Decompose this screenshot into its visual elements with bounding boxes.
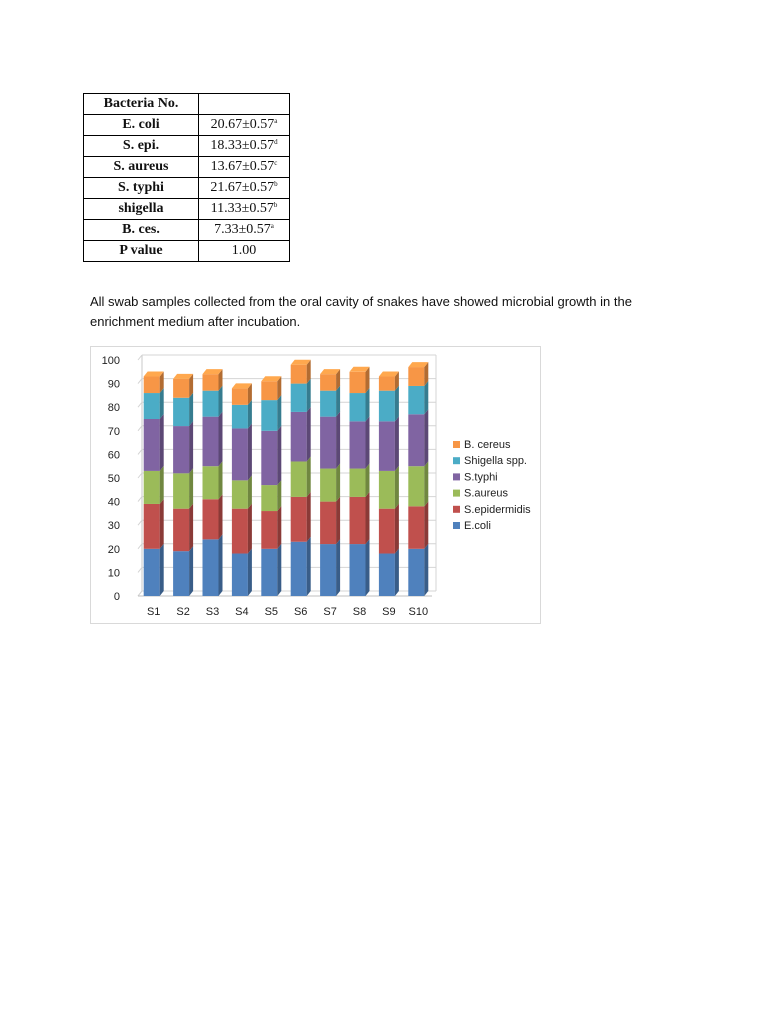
legend-label: Shigella spp. (464, 455, 527, 468)
bar-segment-side (277, 395, 281, 431)
bar-segment (261, 549, 277, 596)
legend-swatch (453, 473, 460, 480)
bar-segment-side (277, 426, 281, 485)
x-tick-label: S9 (382, 606, 396, 618)
significance-letter: a (274, 117, 278, 125)
value-cell (199, 199, 290, 220)
bar-segment (350, 393, 366, 421)
bar-segment-side (219, 386, 223, 417)
x-tick-label: S2 (176, 606, 190, 618)
bar-segment-side (366, 492, 370, 544)
gridline-side (138, 497, 142, 502)
bar-segment (379, 377, 395, 391)
gridline-side (138, 402, 142, 407)
legend-swatch (453, 457, 460, 464)
bar-segment-side (160, 388, 164, 419)
y-tick-label: 100 (101, 355, 120, 367)
value-text: 1.00 (231, 243, 257, 258)
bar-segment (320, 544, 336, 596)
bar-segment-side (248, 423, 252, 480)
legend-label: E.coli (464, 520, 491, 532)
bar-segment-side (248, 504, 252, 554)
bar-segment-side (219, 412, 223, 467)
bar-segment (408, 506, 424, 548)
bar-segment (203, 466, 219, 499)
bar-segment (232, 388, 248, 405)
bar-segment (350, 372, 366, 393)
bar-segment-side (277, 480, 281, 511)
y-tick-label: 30 (107, 520, 120, 533)
gridline-side (138, 473, 142, 478)
bar-segment (261, 485, 277, 511)
chart-svg (91, 347, 540, 623)
bar-segment (291, 542, 307, 596)
x-tick-label: S4 (235, 606, 249, 618)
bar-segment (320, 502, 336, 544)
value-cell (199, 220, 290, 241)
bar-segment (203, 499, 219, 539)
bar-segment-side (366, 539, 370, 596)
bar-segment (320, 417, 336, 469)
body-paragraph: All swab samples collected from the oral cavity of snakes have showed microbial growth in the enrichment medium after incubation. (90, 294, 632, 329)
bar-segment-side (424, 381, 428, 414)
bar-segment (379, 471, 395, 509)
bar-segment (232, 554, 248, 596)
gridline-side (138, 591, 142, 596)
bar-segment (173, 509, 189, 551)
bar-segment-side (424, 544, 428, 596)
table-row (84, 199, 290, 220)
legend-swatch (453, 441, 460, 448)
bar-segment-side (189, 393, 193, 426)
bar-segment-side (219, 461, 223, 499)
bar-segment (350, 469, 366, 497)
bar-segment-side (277, 544, 281, 596)
bar-segment (232, 428, 248, 480)
legend-label: S.epidermidis (464, 503, 531, 516)
bar-segment-side (307, 492, 311, 542)
bar-segment-side (395, 386, 399, 422)
bar-segment (379, 509, 395, 554)
y-tick-label: 50 (107, 473, 120, 485)
bar-segment-side (248, 549, 252, 596)
bar-segment-side (189, 468, 193, 508)
bar-segment (261, 511, 277, 549)
bar-segment (408, 466, 424, 506)
x-tick-label: S6 (293, 606, 308, 618)
table-row (84, 220, 290, 241)
bar-segment-side (307, 379, 311, 412)
bar-segment (320, 374, 336, 391)
bar-segment-side (336, 497, 340, 544)
significance-letter: b (274, 180, 278, 188)
legend-swatch (453, 506, 460, 513)
bar-segment-side (248, 400, 252, 429)
bar-segment (203, 391, 219, 417)
bar-segment-side (160, 466, 164, 504)
bar-segment (379, 421, 395, 471)
bacteria-name-cell: shigella (84, 199, 199, 220)
bar-segment (203, 374, 219, 391)
significance-letter: c (274, 159, 278, 167)
table-row (84, 241, 290, 262)
y-tick-label: 60 (107, 449, 120, 462)
legend-swatch (453, 490, 460, 497)
bar-segment (291, 365, 307, 384)
bacteria-name-cell: B. ces. (84, 220, 199, 241)
bacteria-name-cell: E. coli (84, 115, 199, 136)
bar-segment (408, 414, 424, 466)
bar-segment (408, 549, 424, 596)
bar-segment (261, 381, 277, 400)
x-tick-label: S5 (264, 606, 279, 618)
bar-segment (173, 379, 189, 398)
bar-segment-side (424, 501, 428, 548)
header-value (199, 94, 290, 115)
bar-segment (261, 431, 277, 485)
bar-segment (144, 549, 160, 596)
header-bacteria: Bacteria No. (84, 94, 199, 115)
bar-segment-side (395, 549, 399, 596)
bar-segment (173, 426, 189, 473)
table-row (84, 178, 290, 199)
bar-segment (144, 471, 160, 504)
value-cell (199, 241, 290, 262)
bar-segment (232, 405, 248, 429)
y-tick-label: 10 (107, 567, 120, 580)
gridline-side (138, 426, 142, 431)
bar-segment-side (160, 544, 164, 596)
bar-segment-side (336, 539, 340, 596)
value-text: 21.67±0.57 (210, 180, 275, 195)
bar-segment (408, 386, 424, 414)
bar-segment (203, 417, 219, 467)
bar-segment (203, 539, 219, 596)
x-tick-label: S7 (323, 606, 337, 618)
legend-swatch (453, 522, 460, 529)
bar-segment (144, 393, 160, 419)
bar-segment-side (336, 464, 340, 502)
y-tick-label: 80 (107, 402, 120, 415)
bar-segment (261, 400, 277, 431)
bar-segment-side (160, 414, 164, 471)
y-tick-label: 20 (107, 543, 120, 556)
gridline-side (138, 520, 142, 525)
bar-segment-side (248, 475, 252, 508)
bar-segment-side (424, 461, 428, 506)
bar-segment-side (307, 407, 311, 462)
bar-segment (173, 398, 189, 426)
bar-segment-side (189, 421, 193, 473)
bar-segment (350, 544, 366, 596)
bar-segment-side (189, 504, 193, 551)
value-cell (199, 136, 290, 157)
stacked-bar-chart (90, 346, 541, 624)
bar-segment-side (395, 504, 399, 554)
bar-segment (173, 473, 189, 508)
value-text: 11.33±0.57 (210, 201, 274, 216)
x-tick-label: S3 (205, 606, 220, 618)
y-tick-label: 70 (107, 425, 120, 438)
table-row (84, 157, 290, 178)
bar-segment (320, 391, 336, 417)
y-tick-label: 0 (113, 591, 120, 603)
y-tick-label: 40 (107, 496, 120, 509)
significance-letter: b (273, 201, 278, 209)
bar-segment-side (307, 537, 311, 596)
table-row (84, 136, 290, 157)
bar-segment (291, 461, 307, 496)
bar-segment (320, 469, 336, 502)
bar-segment (232, 480, 248, 508)
bar-segment (173, 551, 189, 596)
bar-segment (232, 509, 248, 554)
bar-segment (379, 554, 395, 596)
value-cell (199, 115, 290, 136)
table-header-row (84, 94, 290, 115)
legend-label: S.typhi (464, 471, 498, 484)
significance-letter: a (270, 222, 274, 230)
results-table (83, 93, 290, 262)
gridline-side (138, 567, 142, 572)
bar-segment-side (336, 386, 340, 417)
table-body (84, 115, 290, 262)
bar-segment (144, 504, 160, 549)
bar-segment-side (219, 534, 223, 596)
value-text: 20.67±0.57 (210, 117, 275, 132)
bacteria-name-cell: P value (84, 241, 199, 262)
x-tick-label: S10 (408, 606, 429, 618)
bar-segment-side (219, 494, 223, 539)
bacteria-name-cell: S. epi. (84, 136, 199, 157)
gridline-side (138, 544, 142, 549)
bar-segment (350, 421, 366, 468)
x-tick-label: S8 (352, 606, 367, 618)
value-text: 13.67±0.57 (210, 159, 275, 174)
significance-letter: d (274, 138, 278, 146)
x-tick-label: S1 (146, 606, 161, 618)
bar-segment-side (336, 412, 340, 469)
table-row (84, 115, 290, 136)
bar-segment (291, 384, 307, 412)
bar-segment-side (366, 388, 370, 421)
bar-segment-side (307, 456, 311, 496)
bar-segment-side (424, 409, 428, 466)
bar-segment (379, 391, 395, 422)
bar-segment-side (395, 466, 399, 509)
bar-segment (144, 377, 160, 394)
bacteria-name-cell: S. typhi (84, 178, 199, 199)
legend-label: S.aureus (464, 487, 509, 500)
bar-segment-side (160, 499, 164, 549)
value-text: 7.33±0.57 (214, 222, 271, 237)
bacteria-name-cell: S. aureus (84, 157, 199, 178)
bar-segment-side (395, 416, 399, 471)
value-text: 18.33±0.57 (210, 138, 275, 153)
gridline-side (138, 449, 142, 454)
y-tick-label: 90 (107, 378, 120, 391)
bar-segment (291, 412, 307, 462)
value-cell (199, 157, 290, 178)
bar-segment-side (366, 464, 370, 497)
bar-segment-side (189, 546, 193, 596)
bar-segment (291, 497, 307, 542)
value-cell (199, 178, 290, 199)
bar-segment-side (366, 416, 370, 468)
gridline-side (138, 379, 142, 384)
bar-segment (350, 497, 366, 544)
gridline-side (138, 355, 142, 360)
legend-label: B. cereus (464, 439, 511, 451)
bar-segment (144, 419, 160, 471)
bar-segment (408, 367, 424, 386)
bar-segment-side (277, 506, 281, 549)
